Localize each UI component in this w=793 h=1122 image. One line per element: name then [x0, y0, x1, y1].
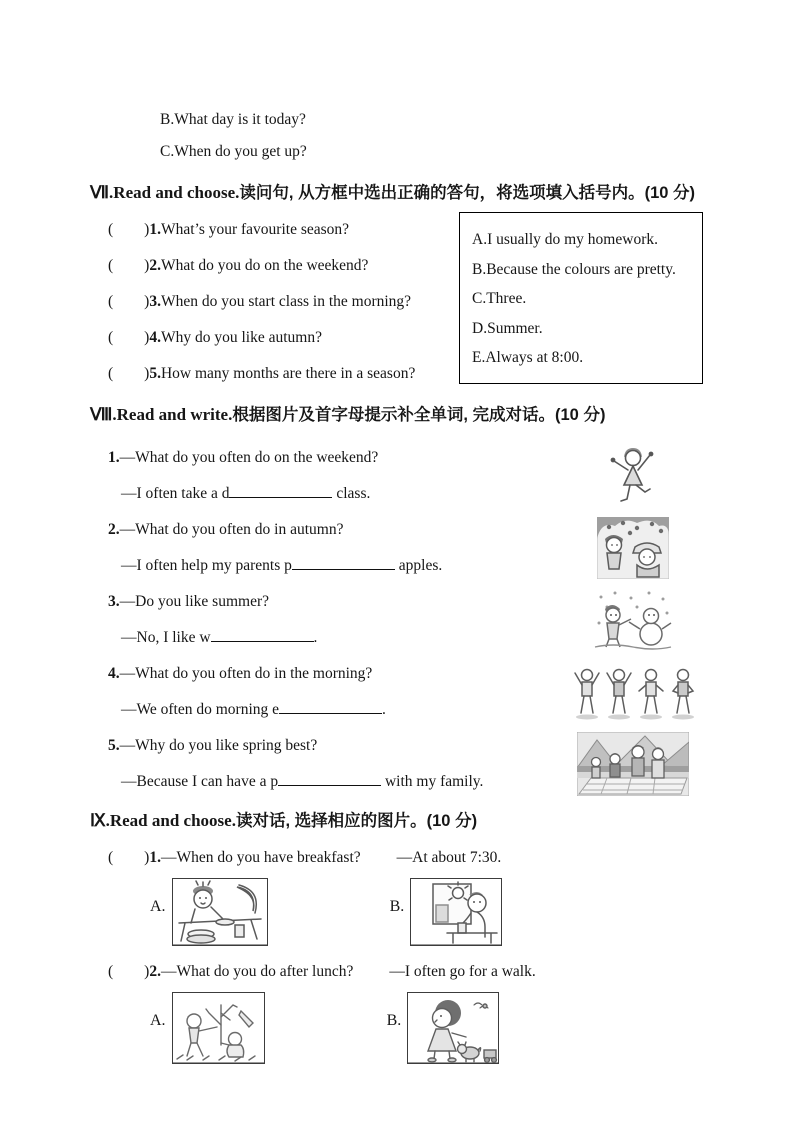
viii-answer-5: —Because I can have a p with my family.: [121, 773, 484, 790]
section-vii-body: [90, 212, 703, 392]
viii-answer-1: —I often take a d class.: [121, 485, 371, 502]
viii-item-4: [90, 656, 703, 728]
section-viii-items: [90, 440, 703, 800]
option-label: A.: [150, 1012, 166, 1029]
family-picnic-image: [577, 732, 689, 796]
answer-bracket: ( ): [108, 293, 150, 310]
picking-apples-image: [597, 517, 669, 579]
eating-in-morning-image: [410, 878, 502, 946]
ix-option-1a: [150, 878, 268, 946]
ix-options-1: [90, 878, 703, 946]
fill-in-blank: [279, 699, 382, 714]
ix-option-2a: [150, 992, 265, 1064]
section-viii-score: (10 分): [555, 406, 606, 424]
vii-question-3: ( )3.When do you start class in the morning?: [108, 293, 412, 310]
ix-answer-2: —I often go for a walk.: [389, 963, 536, 980]
ix-question-2: ( )2.—What do you do after lunch? —I often go for a walk.: [108, 963, 536, 980]
option-label: B.: [386, 1012, 402, 1029]
answer-bracket: ( ): [108, 329, 150, 346]
section-vii-numeral: Ⅶ.: [90, 183, 114, 202]
section-viii-numeral: Ⅷ.: [90, 405, 117, 424]
viii-question-4: 4.—What do you often do in the morning?: [108, 665, 373, 682]
section-vii-title-zh: 读问句, 从方框中选出正确的答句，将选项填入括号内。: [239, 184, 645, 202]
morning-exercises-image: [571, 663, 695, 721]
section-vii-questions: [90, 212, 459, 392]
choice-c: C.Three.: [472, 290, 527, 307]
viii-question-2: 2.—What do you often do in autumn?: [108, 521, 344, 538]
viii-question-3: 3.—Do you like summer?: [108, 593, 270, 610]
section-viii-title-en: Read and write.: [116, 405, 233, 424]
section-ix-score: (10 分): [426, 812, 478, 830]
answer-bracket: ( ): [108, 221, 150, 238]
option-b: B.What day is it today?: [160, 111, 306, 128]
viii-question-1: 1.—What do you often do on the weekend?: [108, 449, 379, 466]
ix-answer-1: —At about 7:30.: [396, 849, 502, 866]
ix-option-2b: [387, 992, 500, 1064]
girl-walking-dog-image: [407, 992, 499, 1064]
answer-bracket: ( ): [108, 849, 150, 866]
fill-in-blank: [278, 771, 381, 786]
eating-at-night-image: [172, 878, 268, 946]
section-viii-title-zh: 根据图片及首字母提示补全单词, 完成对话。: [232, 406, 556, 424]
viii-answer-4: —We often do morning e .: [121, 701, 386, 718]
choice-b: B.Because the colours are pretty.: [472, 260, 676, 278]
kids-planting-tree-image: [172, 992, 265, 1064]
vii-question-4: ( )4.Why do you like autumn?: [108, 329, 322, 346]
ix-option-1b: [390, 878, 503, 946]
section-vii-title-en: Read and choose.: [113, 183, 240, 202]
vii-question-2: ( )2.What do you do on the weekend?: [108, 257, 369, 274]
choice-e: E.Always at 8:00.: [472, 349, 584, 366]
winter-snow-scene-image: [593, 589, 673, 651]
dancing-girl-image: [604, 445, 662, 507]
vii-question-5: ( )5.How many months are there in a season?: [108, 365, 416, 382]
option-c: C.When do you get up?: [160, 143, 307, 160]
answer-bracket: ( ): [108, 257, 150, 274]
section-vii-score: (10 分): [644, 184, 696, 202]
section-viii-heading: [90, 404, 703, 426]
section-ix-numeral: Ⅸ.: [90, 811, 110, 830]
fill-in-blank: [292, 555, 395, 570]
answer-bracket: ( ): [108, 365, 150, 382]
fill-in-blank: [229, 483, 332, 498]
vii-question-1: ( )1.What’s your favourite season?: [108, 221, 350, 238]
viii-question-5: 5.—Why do you like spring best?: [108, 737, 318, 754]
section-vii-heading: [90, 182, 703, 204]
viii-item-5: [90, 728, 703, 800]
ix-question-1: ( )1.—When do you have breakfast? —At about 7:30.: [108, 849, 502, 866]
viii-item-3: [90, 584, 703, 656]
viii-answer-3: —No, I like w .: [121, 629, 318, 646]
option-label: A.: [150, 898, 166, 915]
option-label: B.: [389, 898, 405, 915]
fill-in-blank: [211, 627, 314, 642]
section-ix-title-en: Read and choose.: [109, 811, 236, 830]
section-ix-heading: [90, 810, 703, 832]
choice-d: D.Summer.: [472, 319, 543, 337]
ix-options-2: [90, 992, 703, 1064]
answer-bracket: ( ): [108, 963, 150, 980]
viii-answer-2: —I often help my parents p apples.: [121, 557, 443, 574]
viii-item-1: [90, 440, 703, 512]
section-ix-title-zh: 读对话, 选择相应的图片。: [235, 812, 427, 830]
choice-a: A.I usually do my homework.: [472, 231, 658, 248]
answer-choices-box: [459, 212, 703, 384]
previous-question-options: [160, 104, 703, 168]
viii-item-2: [90, 512, 703, 584]
